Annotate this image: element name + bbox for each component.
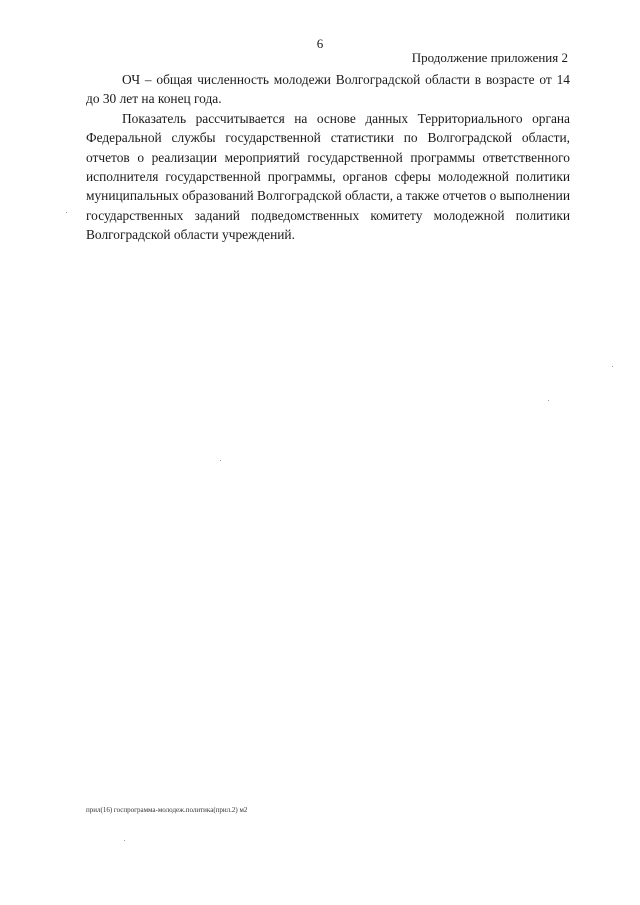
document-body bbox=[86, 70, 570, 245]
footer-file-path: прил(16) госпрограмма-молодеж.политика(прил.2) м2 bbox=[86, 806, 248, 814]
continuation-label: Продолжение приложения 2 bbox=[411, 50, 568, 65]
paragraph-data-sources: Показатель рассчитывается на основе данных Территориального органа Федеральной службы государственной статистики по Волгоградской области, отчетов о реализации мероприятий государственной программы ответственного исполнителя государственной программы, органов сферы молодежной политики муниципальных образований Волгоградской области, а также отчетов о выполнении государственных заданий подведомственных комитету молодежной политики Волгоградской области учреждений. bbox=[86, 110, 570, 243]
page-number: 6 bbox=[316, 36, 324, 51]
scan-speck bbox=[548, 400, 549, 401]
scan-speck bbox=[124, 840, 125, 841]
paragraph-definition: ОЧ – общая численность молодежи Волгоградской области в возрасте от 14 до 30 лет на конец года. bbox=[86, 72, 570, 107]
scan-speck bbox=[612, 366, 613, 367]
scan-speck bbox=[66, 212, 67, 213]
scan-speck bbox=[220, 460, 221, 461]
